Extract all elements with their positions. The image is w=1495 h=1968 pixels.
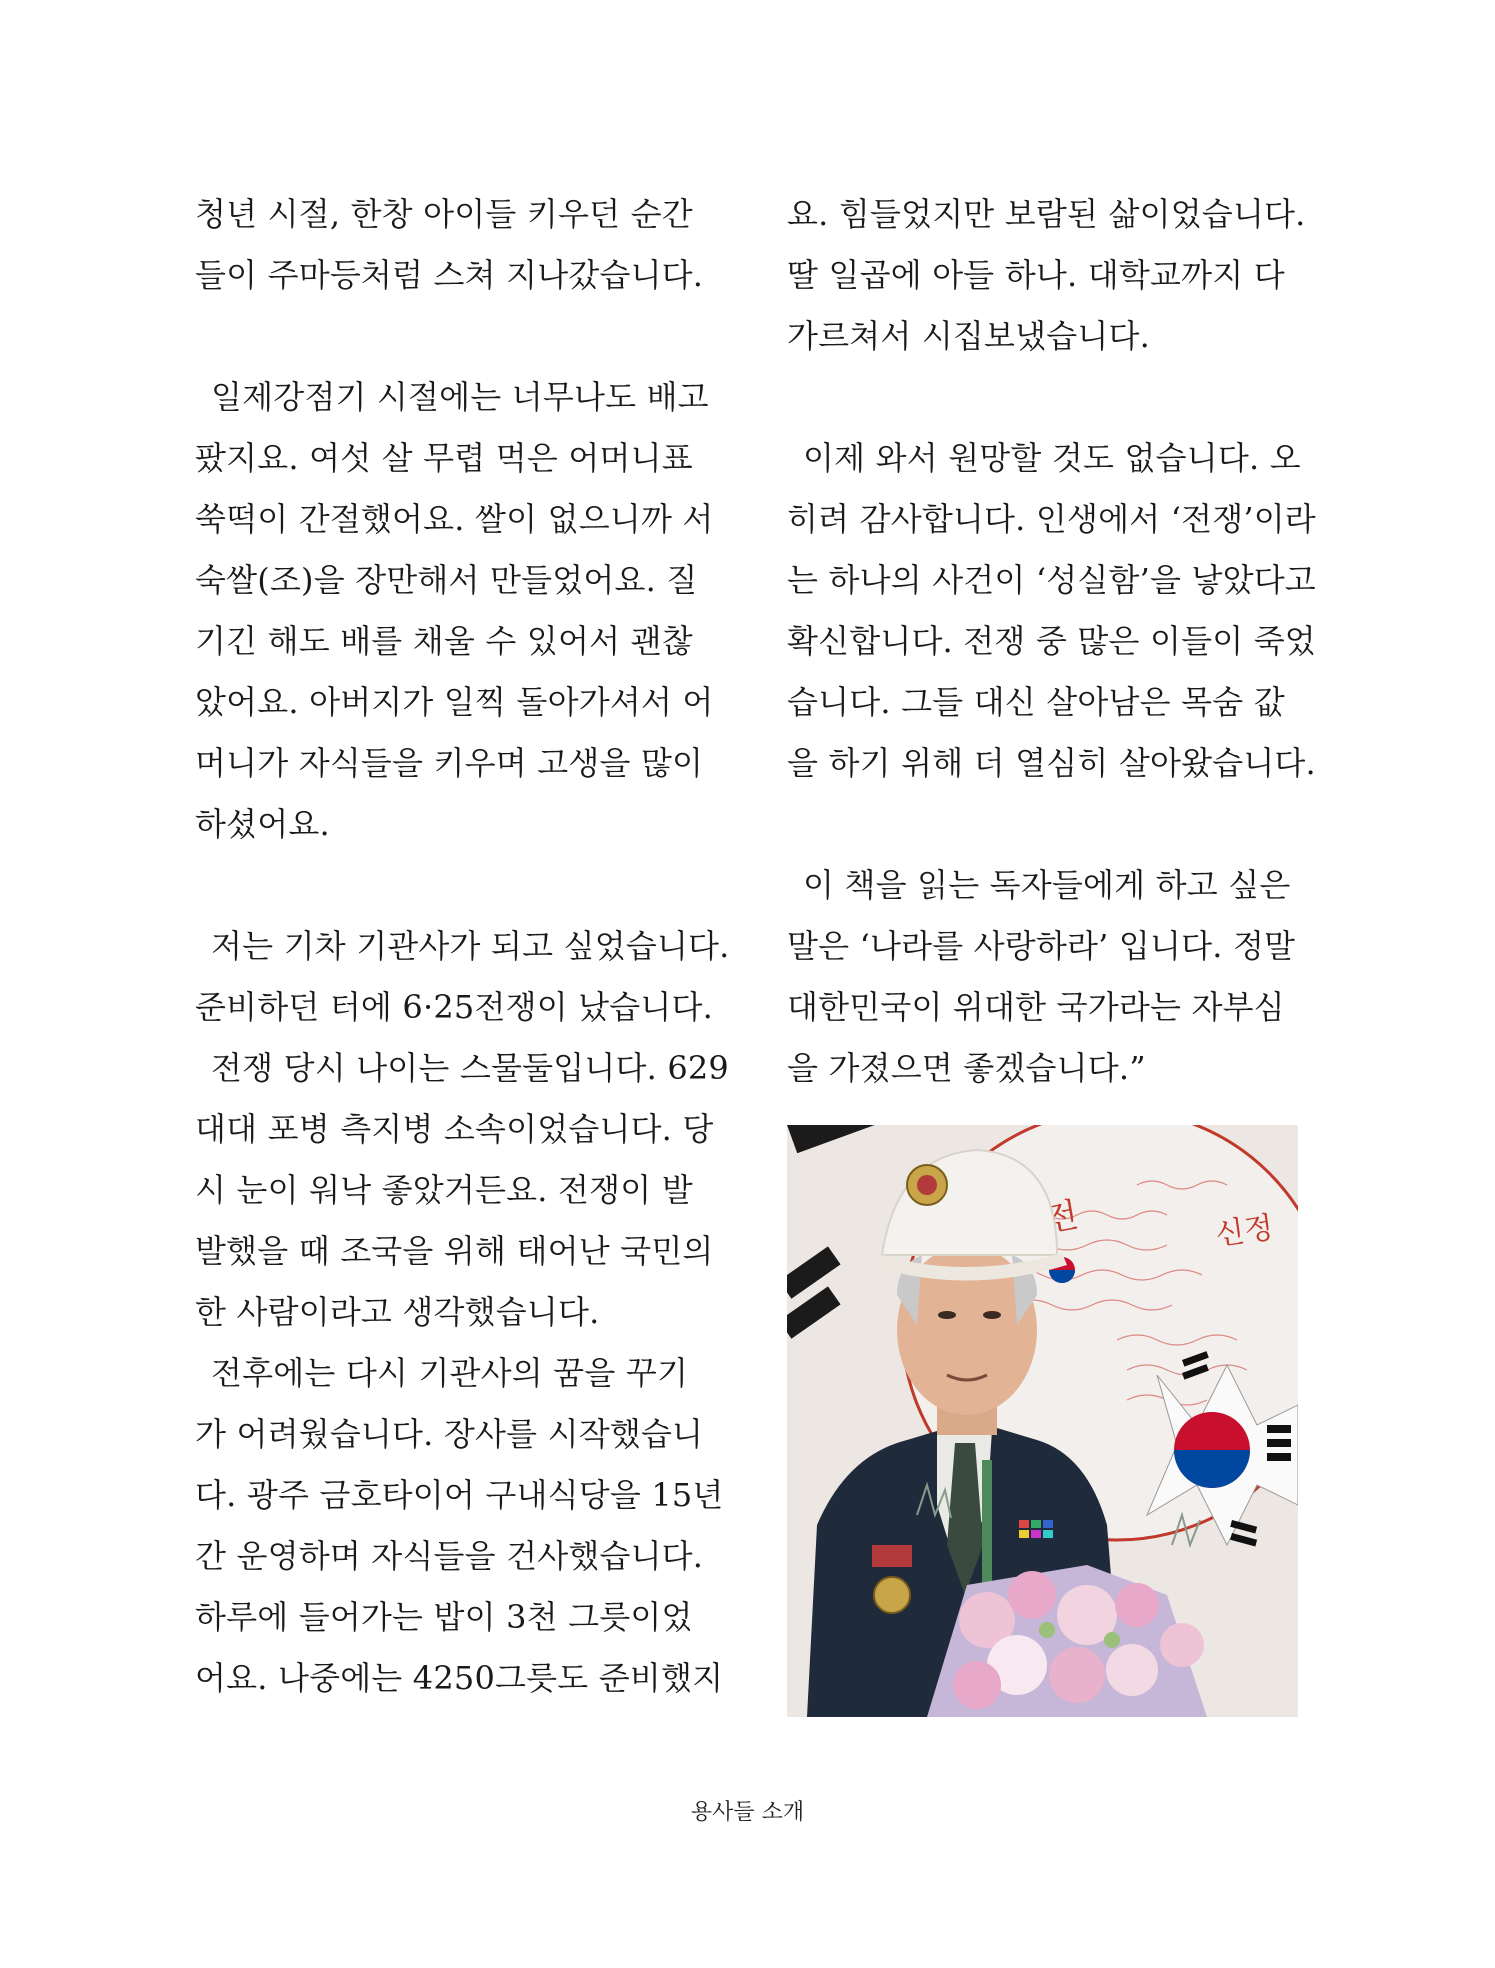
text-line: 았어요. 아버지가 일찍 돌아가셔서 어	[195, 683, 714, 721]
text-line: 청년 시절, 한창 아이들 키우던 순간	[195, 195, 693, 233]
text-line: 시 눈이 워낙 좋았거든요. 전쟁이 발	[195, 1171, 693, 1209]
veteran-photo	[787, 1125, 1298, 1717]
text-line: 전후에는 다시 기관사의 꿈을 꾸기	[211, 1354, 689, 1392]
board-text-2: 신정	[1213, 1210, 1276, 1253]
paragraph-gap	[787, 367, 1307, 428]
text-line: 저는 기차 기관사가 되고 싶었습니다.	[211, 927, 730, 965]
paragraph	[195, 367, 715, 855]
paragraph-gap	[195, 855, 715, 916]
text-line: 하루에 들어가는 밥이 3천 그릇이었	[195, 1598, 693, 1636]
text-line: 간 운영하며 자식들을 건사했습니다.	[195, 1537, 704, 1575]
text-line: 머니가 자식들을 키우며 고생을 많이	[195, 744, 704, 782]
text-line: 이제 와서 원망할 것도 없습니다. 오	[803, 439, 1301, 477]
veteran-photo-illustration	[787, 1125, 1298, 1717]
paragraph	[787, 184, 1307, 367]
paragraph	[195, 184, 715, 306]
paragraph	[787, 428, 1316, 794]
text-line: 말은 ‘나라를 사랑하라’ 입니다. 정말	[787, 927, 1296, 965]
text-line: 요. 힘들었지만 보람된 삶이었습니다.	[787, 195, 1306, 233]
text-line: 기긴 해도 배를 채울 수 있어서 괜찮	[195, 622, 693, 660]
text-line: 팠지요. 여섯 살 무렵 먹은 어머니표	[195, 439, 693, 477]
cap-badge-icon	[907, 1165, 947, 1205]
text-line: 확신합니다. 전쟁 중 많은 이들이 죽었	[787, 622, 1316, 660]
paragraph	[787, 855, 1307, 1099]
text-line: 전쟁 당시 나이는 스물둘입니다. 629	[211, 1049, 729, 1087]
text-line: 을 가졌으면 좋겠습니다.”	[787, 1049, 1146, 1087]
text-line: 을 하기 위해 더 열심히 살아왔습니다.	[787, 744, 1316, 782]
paragraph-gap	[195, 306, 715, 367]
text-line: 일제강점기 시절에는 너무나도 배고	[211, 378, 709, 416]
text-line: 들이 주마등처럼 스쳐 지나갔습니다.	[195, 256, 704, 294]
paragraph	[195, 1343, 724, 1709]
left-column	[195, 184, 730, 1709]
text-line: 가르쳐서 시집보냈습니다.	[787, 317, 1150, 355]
text-line: 이 책을 읽는 독자들에게 하고 싶은	[803, 866, 1291, 904]
eye-left	[938, 1311, 956, 1319]
text-line: 는 하나의 사건이 ‘성실함’을 낳았다고	[787, 561, 1316, 599]
page-footer: 용사들 소개	[690, 1800, 805, 1825]
eye-right	[983, 1311, 1001, 1319]
text-line: 하셨어요.	[195, 805, 330, 843]
text-line: 숙쌀(조)을 장만해서 만들었어요. 질	[195, 561, 698, 599]
text-line: 발했을 때 조국을 위해 태어난 국민의	[195, 1232, 714, 1270]
ribbon	[982, 1460, 992, 1590]
text-line: 가 어려웠습니다. 장사를 시작했습니	[195, 1415, 704, 1453]
right-column	[787, 184, 1316, 1099]
paragraph-gap	[787, 794, 1307, 855]
text-line: 딸 일곱에 아들 하나. 대학교까지 다	[787, 256, 1285, 294]
text-line: 대한민국이 위대한 국가라는 자부심	[787, 988, 1285, 1026]
text-line: 히려 감사합니다. 인생에서 ‘전쟁’이라	[787, 500, 1316, 538]
text-line: 한 사람이라고 생각했습니다.	[195, 1293, 600, 1331]
text-line: 습니다. 그들 대신 살아남은 목숨 값	[787, 683, 1285, 721]
text-line: 어요. 나중에는 4250그릇도 준비했지	[195, 1659, 724, 1697]
text-line: 대대 포병 측지병 소속이었습니다. 당	[195, 1110, 714, 1148]
text-line: 준비하던 터에 6·25전쟁이 났습니다.	[195, 988, 713, 1026]
paragraph	[195, 1038, 729, 1343]
text-line: 다. 광주 금호타이어 구내식당을 15년	[195, 1476, 724, 1514]
text-line: 쑥떡이 간절했어요. 쌀이 없으니까 서	[195, 500, 714, 538]
paragraph	[195, 916, 730, 1038]
